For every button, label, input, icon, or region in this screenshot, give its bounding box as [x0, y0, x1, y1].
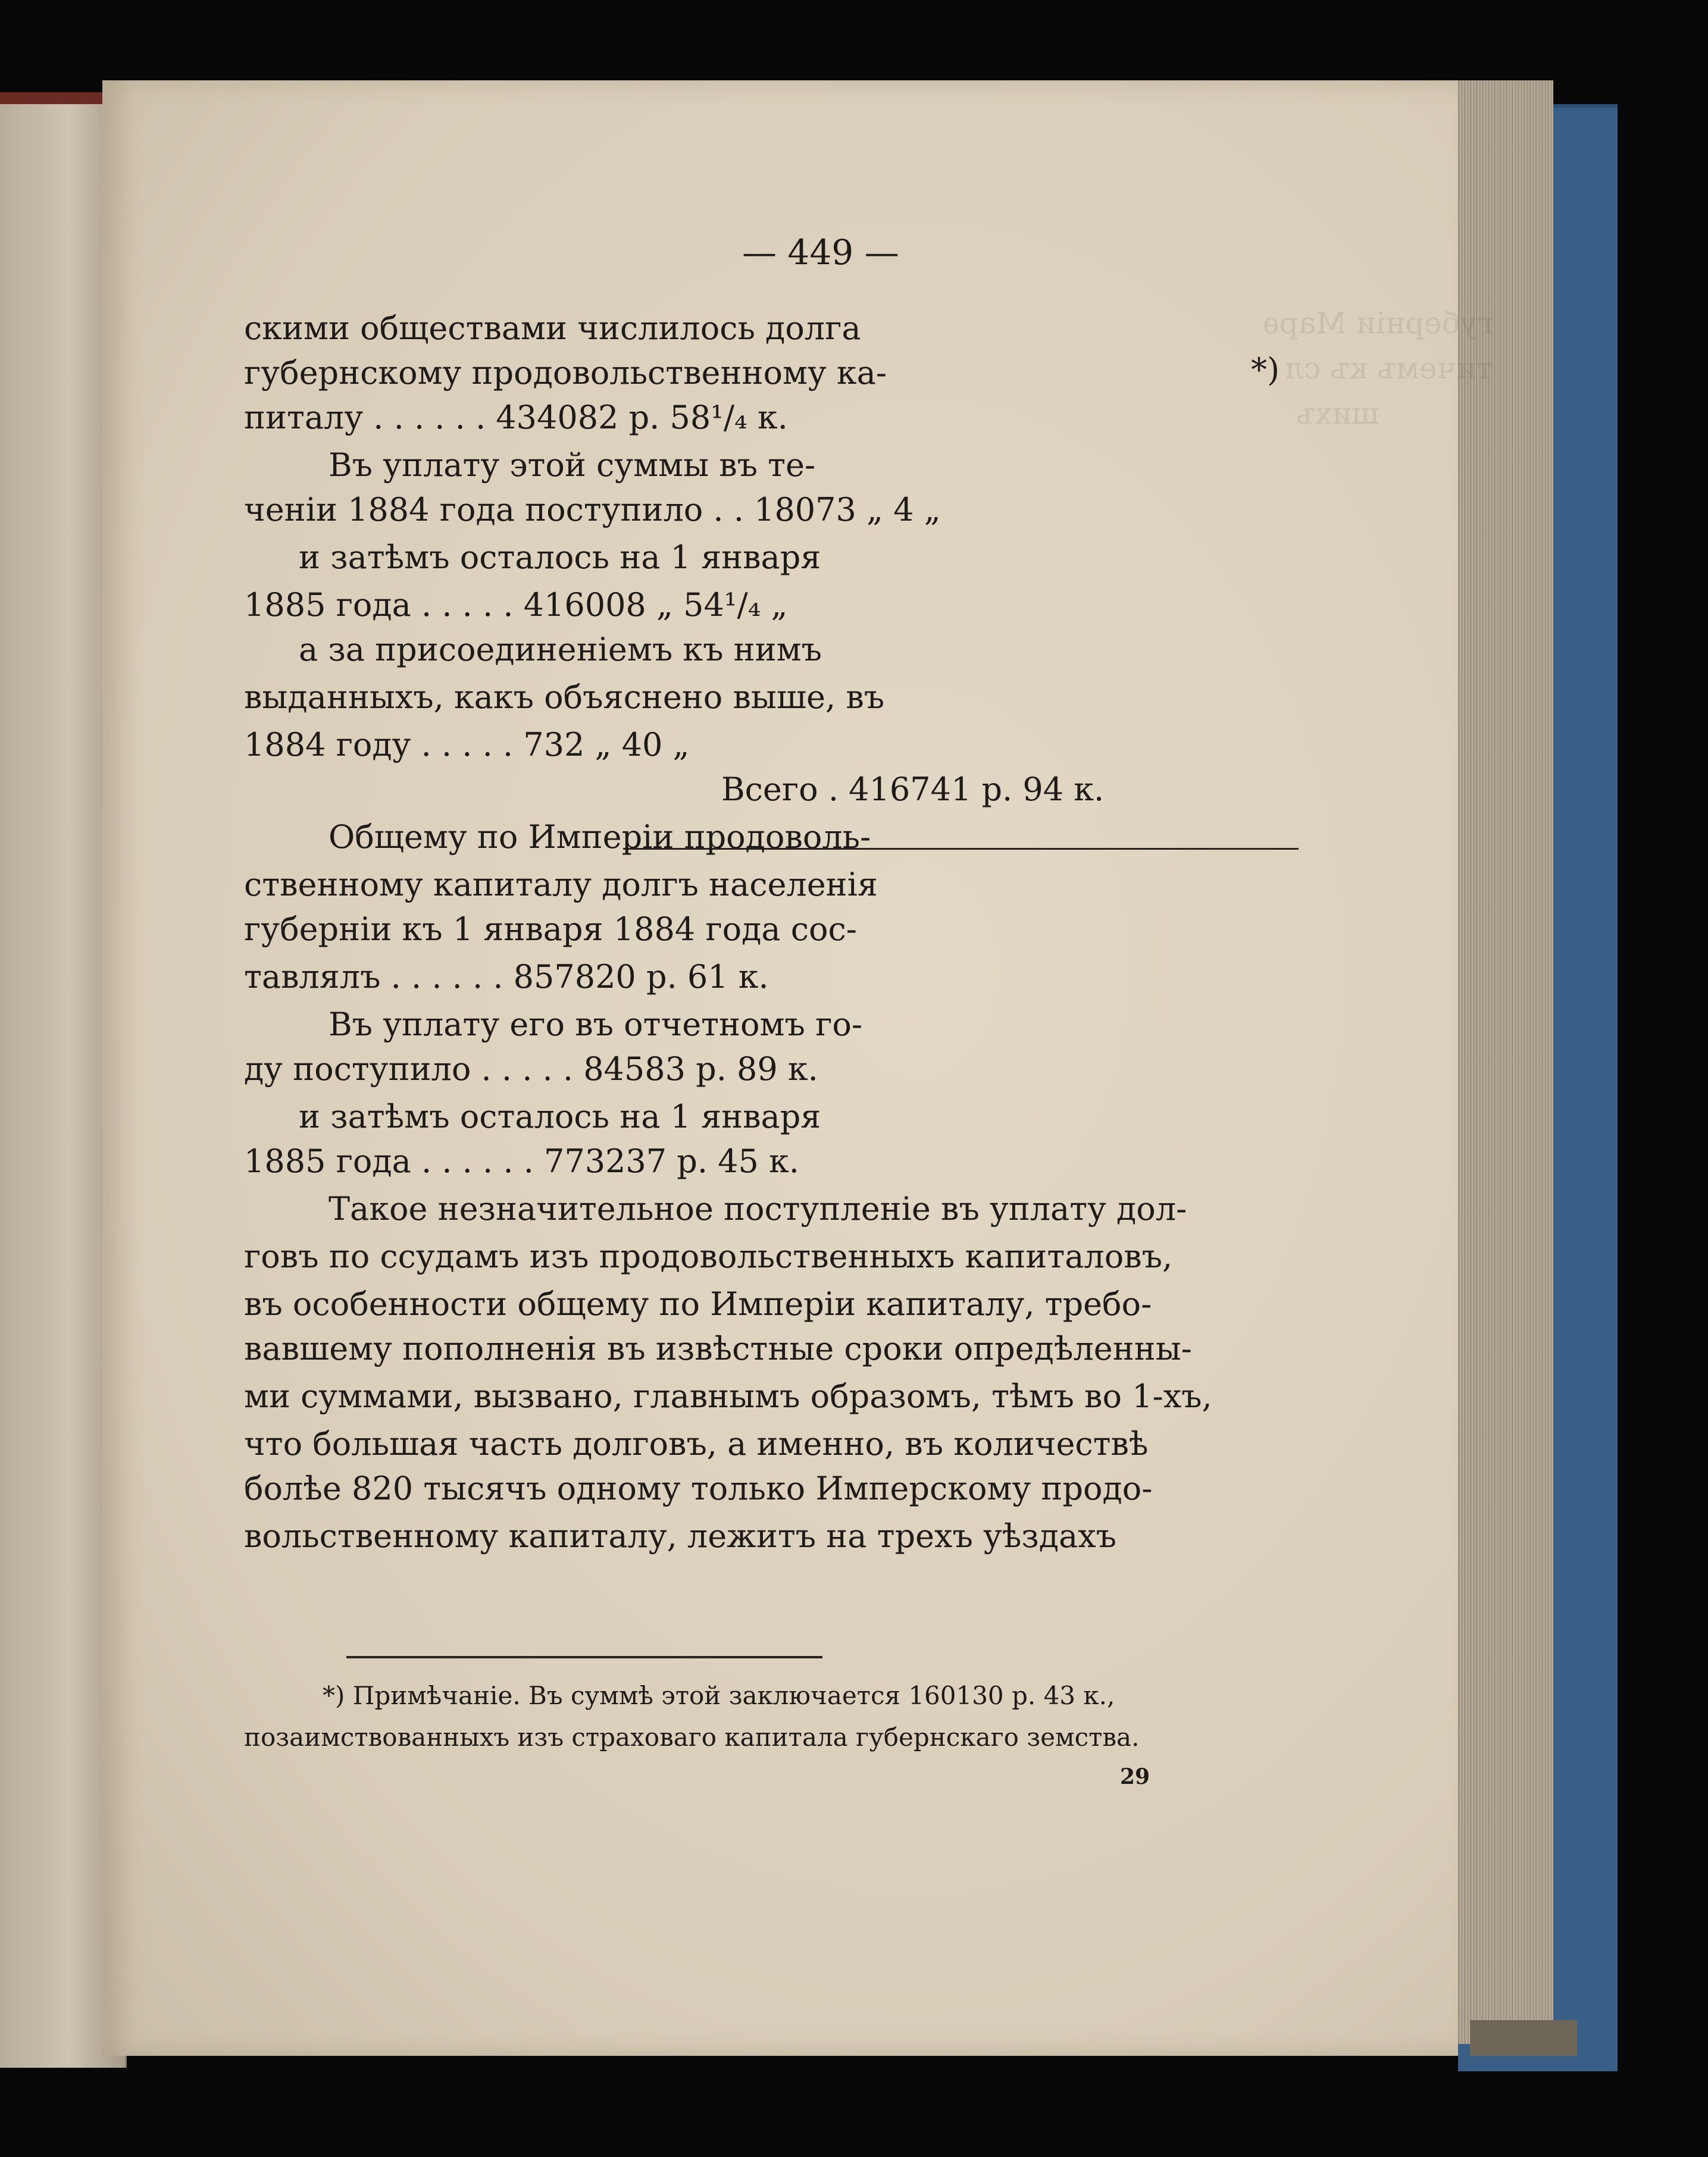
footnote-rule [346, 1656, 822, 1658]
footnote-line: *) Примѣчаніе. Въ суммѣ этой заключается 160130 р. 43 к., [323, 1681, 1115, 1710]
text-line: и затѣмъ осталось на 1 января [299, 1098, 821, 1135]
text-line: губернскому продовольственному ка- [244, 354, 887, 392]
footnote-line: позаимствованныхъ изъ страховаго капитала губернскаго земства. [244, 1723, 1140, 1752]
paragraph-line: говъ по ссудамъ изъ продовольственныхъ капиталовъ, [244, 1238, 1173, 1275]
text-line: ственному капиталу долгъ населенія [244, 866, 878, 903]
footnote-marker: *) [1251, 351, 1280, 389]
paragraph-line: вавшему пополненія въ извѣстные сроки опредѣленны- [244, 1330, 1192, 1367]
text-line: а за присоединеніемъ къ нимъ [299, 631, 822, 668]
bleed-through-text: губерніи Марѳ тичемъ къ сл шихъ [1263, 306, 1493, 431]
text-line: скими обществами числилось долга [244, 309, 861, 347]
text-line: выданныхъ, какъ объяснено выше, въ [244, 678, 885, 716]
book-page [102, 80, 1493, 2056]
text-line: губерніи къ 1 января 1884 года сос- [244, 910, 858, 948]
text-line: и затѣмъ осталось на 1 января [299, 539, 821, 576]
signature-mark: 29 [1120, 1764, 1150, 1789]
total-line: Всего . 416741 р. 94 к. [721, 771, 1105, 808]
text-line: Общему по Имперіи продоволь- [329, 818, 871, 856]
text-line: 1885 года . . . . . 416008 „ 54¹/₄ „ [244, 586, 788, 624]
text-line: питалу . . . . . . 434082 р. 58¹/₄ к. [244, 399, 788, 436]
text-line: Въ уплату его въ отчетномъ го- [329, 1006, 863, 1043]
text-line: 1885 года . . . . . . 773237 р. 45 к. [244, 1142, 799, 1180]
paragraph-line: вольственному капиталу, лежитъ на трехъ уѣздахъ [244, 1517, 1117, 1555]
page-edges-bottom [1470, 2020, 1577, 2056]
text-line: ченіи 1884 года поступило . . 18073 „ 4 „ [244, 491, 941, 528]
text-line: ду поступило . . . . . 84583 р. 89 к. [244, 1050, 818, 1088]
paragraph-line: что большая часть долговъ, а именно, въ количествѣ [244, 1425, 1149, 1463]
paragraph-line: Такое незначительное поступленіе въ уплату дол- [329, 1190, 1187, 1228]
paragraph-line: въ особенности общему по Имперіи капиталу, требо- [244, 1285, 1152, 1323]
text-line: тавлялъ . . . . . . 857820 р. 61 к. [244, 958, 769, 995]
paragraph-line: болѣе 820 тысячъ одному только Имперскому продо- [244, 1470, 1153, 1507]
page-edges [1452, 80, 1553, 2044]
text-line: 1884 году . . . . . 732 „ 40 „ [244, 726, 690, 763]
page-number: — 449 — [742, 232, 899, 273]
text-line: Въ уплату этой суммы въ те- [329, 446, 816, 484]
book [0, 80, 1618, 2074]
paragraph-line: ми суммами, вызвано, главнымъ образомъ, тѣмъ во 1-хъ, [244, 1378, 1212, 1415]
